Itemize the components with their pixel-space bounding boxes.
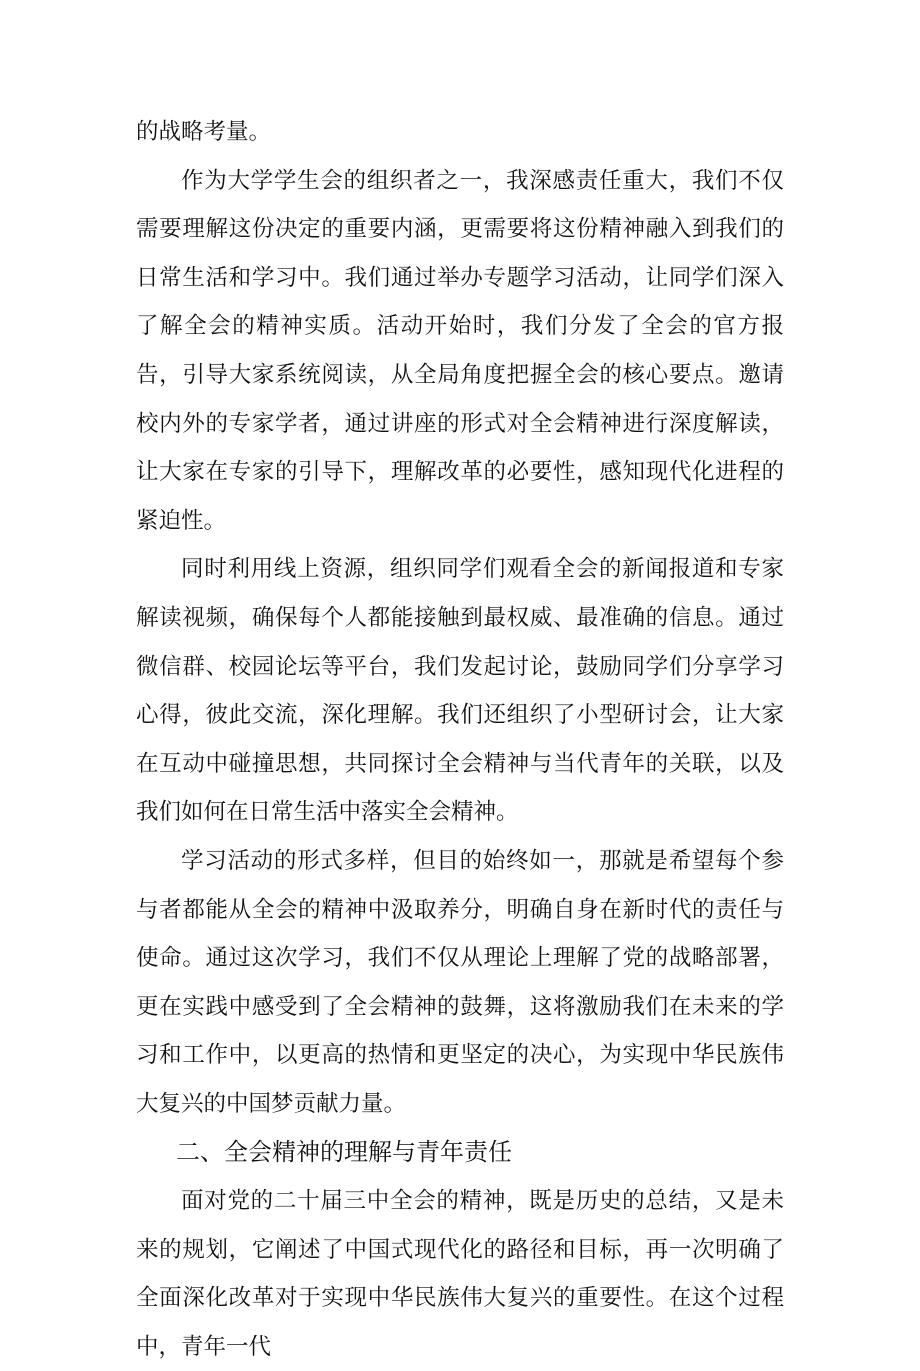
paragraph-2: 作为大学学生会的组织者之一，我深感责任重大，我们不仅需要理解这份决定的重要内涵，更需要将这份精神融入到我们的日常生活和学习中。我们通过举办专题学习活动，让同学们深入了解全会的精神实质。活动开始时，我们分发了全会的官方报告，引导大家系统阅读，从全局角度把握全会的核心要点。邀请校内外的专家学者，通过讲座的形式对全会精神进行深度解读，让大家在专家的引导下，理解改革的必要性，感知现代化进程的紧迫性。 xyxy=(136,167,784,534)
section-heading: 二、全会精神的理解与青年责任 xyxy=(176,1138,512,1167)
paragraph-4: 学习活动的形式多样，但目的始终如一，那就是希望每个参与者都能从全会的精神中汲取养分，明确自身在新时代的责任与使命。通过这次学习，我们不仅从理论上理解了党的战略部署，更在实践中感受到了全会精神的鼓舞，这将激励我们在未来的学习和工作中，以更高的热情和更坚定的决心，为实现中华民族伟大复兴的中国梦贡献力量。 xyxy=(136,847,784,1117)
paragraph-1: 的战略考量。 xyxy=(136,119,272,145)
document-body xyxy=(136,108,784,1371)
paragraph-3: 同时利用线上资源，组织同学们观看全会的新闻报道和专家解读视频，确保每个人都能接触到最权威、最准确的信息。通过微信群、校园论坛等平台，我们发起讨论，鼓励同学们分享学习心得，彼此交流，深化理解。我们还组织了小型研讨会，让大家在互动中碰撞思想，共同探讨全会精神与当代青年的关联，以及我们如何在日常生活中落实全会精神。 xyxy=(136,556,784,826)
paragraph-5: 面对党的二十届三中全会的精神，既是历史的总结，又是未来的规划，它阐述了中国式现代化的路径和目标，再一次明确了全面深化改革对于实现中华民族伟大复兴的重要性。在这个过程中，青年一代 xyxy=(136,1188,784,1360)
